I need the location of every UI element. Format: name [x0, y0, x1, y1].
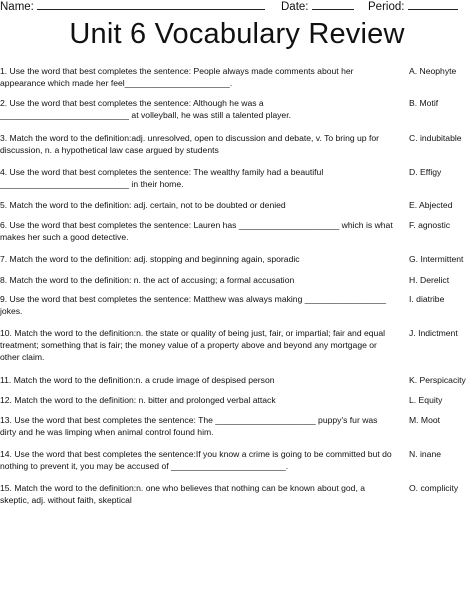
answer-choice: E. Abjected [409, 200, 453, 210]
question-item: 7. Match the word to the definition: adj. stopping and beginning again, sporadic [0, 254, 300, 264]
question-item: 1. Use the word that best completes the sentence: People always made comments about her appearance which made her feel______________________. [0, 66, 354, 88]
question-item: 4. Use the word that best completes the sentence: The wealthy family had a beautiful ___________________________ in their home. [0, 167, 324, 189]
answer-choice: N. inane [409, 449, 442, 459]
question-item: 5. Match the word to the definition: adj. certain, not to be doubted or denied [0, 200, 286, 210]
period-line [408, 0, 458, 10]
date-field [281, 0, 354, 13]
answer-choice: C. indubitable [409, 133, 462, 143]
answer-choice: I. diatribe [409, 294, 445, 304]
answer-choice: H. Derelict [409, 275, 450, 285]
question-item: 2. Use the word that best completes the sentence: Although he was a ___________________________ at volleyball, he was still a talented player. [0, 98, 291, 120]
date-line [312, 0, 354, 10]
name-field [0, 0, 265, 13]
question-item: 12. Match the word to the definition: n. bitter and prolonged verbal attack [0, 395, 276, 405]
answer-choice: M. Moot [409, 415, 441, 425]
question-item: 11. Match the word to the definition:n. a crude image of despised person [0, 375, 275, 385]
worksheet-header [0, 0, 474, 14]
answer-choice: F. agnostic [409, 220, 451, 230]
date-label: Date: [281, 1, 309, 13]
question-item: 13. Use the word that best completes the sentence: The _____________________ puppy's fur was dirty and he was limping when animal control found him. [0, 415, 378, 437]
answer-choice: L. Equity [409, 395, 443, 405]
question-item: 3. Match the word to the definition:adj. unresolved, open to discussion and debate, v. To bring up for discussion, n. a hypothetical law case argued by students [0, 133, 380, 155]
period-field [368, 0, 458, 13]
name-label: Name: [0, 1, 34, 13]
period-label: Period: [368, 1, 405, 13]
question-item: 15. Match the word to the definition:n. one who believes that nothing can be known about god, a skeptic, adj. without faith, skeptical [0, 483, 366, 505]
answer-choice: O. complicity [409, 483, 459, 493]
answer-choice: K. Perspicacity [409, 375, 466, 385]
question-item: 10. Match the word to the definition:n. the state or quality of being just, fair, or impartial; fair and equal treatment; something that is fair; the money value of a property above and beyond any mortgage or other claim. [0, 328, 386, 362]
question-item: 14. Use the word that best completes the sentence:If you know a crime is going to be committed but do nothing to prevent it, you may be accused of ________________________. [0, 449, 392, 471]
answer-choice: A. Neophyte [409, 66, 457, 76]
name-line [37, 0, 265, 10]
answer-choice: G. Intermittent [409, 254, 464, 264]
answer-choice: D. Effigy [409, 167, 442, 177]
question-item: 9. Use the word that best completes the sentence: Matthew was always making _________________ jokes. [0, 294, 387, 316]
question-item: 8. Match the word to the definition: n. the act of accusing; a formal accusation [0, 275, 295, 285]
answer-choice: B. Motif [409, 98, 439, 108]
worksheet-title: Unit 6 Vocabulary Review [69, 18, 405, 50]
answer-choice: J. Indictment [409, 328, 458, 338]
question-item: 6. Use the word that best completes the sentence: Lauren has _____________________ which is what makes her such a good detective. [0, 220, 393, 242]
